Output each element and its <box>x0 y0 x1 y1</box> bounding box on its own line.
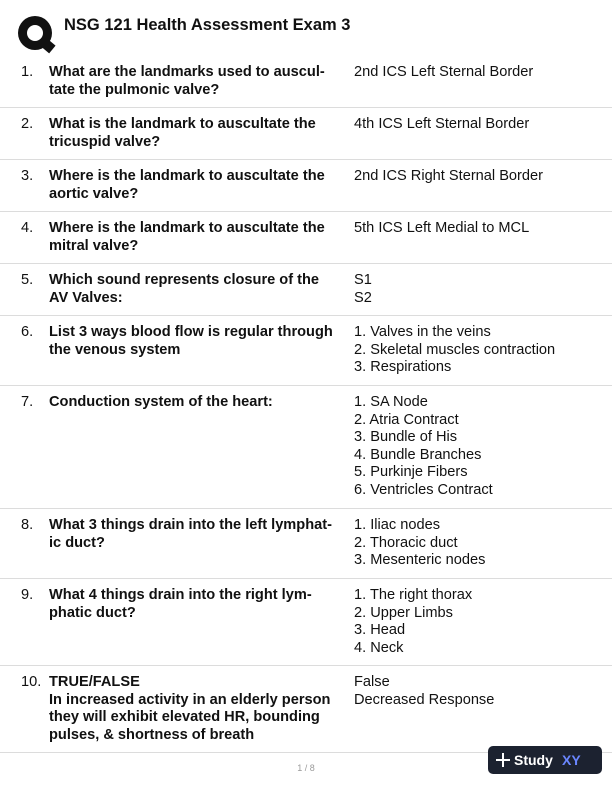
question-text: Which sound represents closure of the AV Valves: <box>49 272 320 306</box>
question-row-6 <box>0 316 612 386</box>
badge-text-xy: XY <box>562 752 581 768</box>
question-row-4 <box>0 212 612 264</box>
item-number: 10. <box>21 674 42 690</box>
question-row-3 <box>0 160 612 212</box>
item-number: 7. <box>21 394 34 410</box>
item-number: 6. <box>21 324 34 340</box>
answer-text: 5th ICS Left Medial to MCL <box>354 220 530 236</box>
question-row-9 <box>0 579 612 666</box>
answer-text: False Decreased Response <box>354 674 495 708</box>
question-row-8 <box>0 509 612 579</box>
answer-text: 1. The right thorax 2. Upper Limbs 3. Head 4. Neck <box>354 587 473 656</box>
item-number: 2. <box>21 116 34 132</box>
question-text: Where is the landmark to auscultate the aortic valve? <box>49 168 325 202</box>
question-row-7 <box>0 386 612 509</box>
item-number: 8. <box>21 517 34 533</box>
answer-text: 4th ICS Left Sternal Border <box>354 116 530 132</box>
question-text: What is the landmark to auscultate the tricuspid valve? <box>49 116 316 150</box>
question-text: Conduction system of the heart: <box>49 394 273 410</box>
answer-text: 2nd ICS Right Sternal Border <box>354 168 544 184</box>
question-row-2 <box>0 108 612 160</box>
question-text: What 3 things drain into the left lymphat- ic duct? <box>49 517 332 551</box>
page-title: NSG 121 Health Assessment Exam 3 <box>64 16 351 34</box>
item-number: 5. <box>21 272 34 288</box>
answer-text: 1. SA Node 2. Atria Contract 3. Bundle of His 4. Bundle Branches 5. Purkinje Fibers 6. Ventricles Contract <box>354 394 493 498</box>
item-number: 4. <box>21 220 34 236</box>
quizlet-q-logo-icon <box>16 14 56 54</box>
question-text: What are the landmarks used to auscul- tate the pulmonic valve? <box>49 64 325 98</box>
question-row-5 <box>0 264 612 316</box>
page-header <box>0 0 612 60</box>
item-number: 9. <box>21 587 34 603</box>
page-indicator: 1 / 8 <box>297 763 315 773</box>
question-text: List 3 ways blood flow is regular through the venous system <box>49 324 333 358</box>
question-row-10 <box>0 666 612 753</box>
answer-text: 2nd ICS Left Sternal Border <box>354 64 534 80</box>
answer-text: S1 S2 <box>354 272 372 306</box>
answer-text: 1. Valves in the veins 2. Skeletal muscles contraction 3. Respirations <box>354 324 556 376</box>
question-row-1 <box>0 56 612 108</box>
studyxy-badge[interactable] <box>488 746 602 774</box>
item-number: 1. <box>21 64 34 80</box>
item-number: 3. <box>21 168 34 184</box>
question-list <box>0 56 612 753</box>
question-text: What 4 things drain into the right lym- phatic duct? <box>49 587 312 621</box>
question-text: TRUE/FALSE In increased activity in an elderly person they will exhibit elevated HR, bounding pulses, & shortness of breath <box>49 674 331 743</box>
answer-text: 1. Iliac nodes 2. Thoracic duct 3. Mesenteric nodes <box>354 517 486 569</box>
badge-text-study: Study <box>514 752 553 768</box>
plus-icon <box>496 753 510 767</box>
question-text: Where is the landmark to auscultate the mitral valve? <box>49 220 325 254</box>
